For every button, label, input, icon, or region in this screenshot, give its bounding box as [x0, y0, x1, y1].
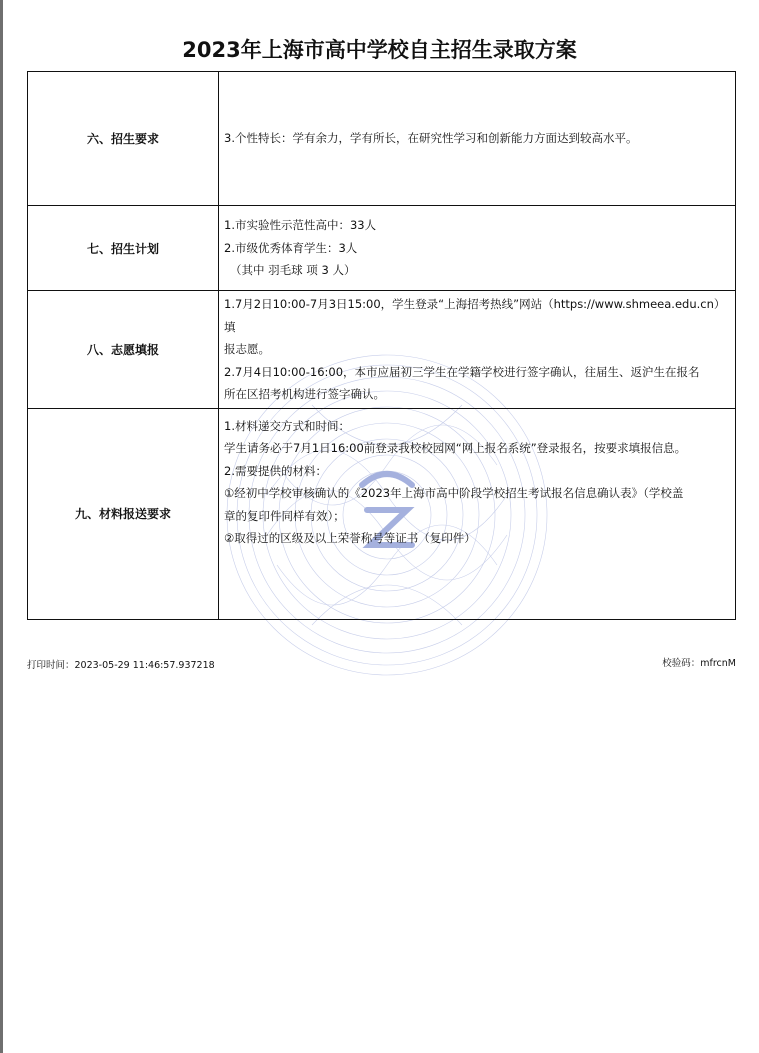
- content-line: 3.个性特长：学有余力，学有所长，在研究性学习和创新能力方面达到较高水平。: [224, 131, 638, 146]
- table-row: [28, 291, 736, 409]
- table-row: [28, 72, 736, 206]
- content-line: 2.7月4日10:00-16:00，本市应届初三学生在学籍学校进行签字确认，往届生、返沪生在报名: [224, 364, 700, 379]
- admission-plan-table: [27, 71, 736, 620]
- content-line: 1.市实验性示范性高中：33人: [224, 218, 377, 233]
- check-code: 校验码：mfrcnM: [662, 658, 736, 669]
- content-line: 报志愿。: [224, 342, 270, 356]
- content-line: （其中 羽毛球 项 3 人）: [230, 263, 356, 278]
- row-label: 六、招生要求: [28, 72, 219, 206]
- content-line: 所在区招考机构进行签字确认。: [224, 387, 385, 401]
- row-content: [219, 206, 736, 291]
- row-content: [219, 291, 736, 409]
- content-line: 1.材料递交方式和时间：: [224, 418, 350, 433]
- page-left-edge: [0, 0, 3, 1053]
- row-content: [219, 72, 736, 206]
- content-line: ①经初中学校审核确认的《2023年上海市高中阶段学校招生考试报名信息确认表》（学校盖: [224, 486, 684, 500]
- content-line: 学生请务必于7月1日16:00前登录我校校园网“网上报名系统”登录报名，按要求填报信息。: [224, 441, 687, 455]
- content-line: 章的复印件同样有效）；: [224, 508, 345, 523]
- content-line: ②取得过的区级及以上荣誉称号等证书（复印件）: [224, 531, 476, 545]
- content-line: 1.7月2日10:00-7月3日15:00，学生登录“上海招考热线”网站（https://www.shmeea.edu.cn）填: [224, 297, 726, 334]
- document-title: 2023年上海市高中学校自主招生录取方案: [182, 38, 577, 62]
- row-content: [219, 408, 736, 619]
- row-label: 七、招生计划: [28, 206, 219, 291]
- print-time: 打印时间：2023-05-29 11:46:57.937218: [27, 660, 215, 671]
- content-line: 2.市级优秀体育学生：3人: [224, 240, 358, 255]
- table-row: [28, 408, 736, 619]
- row-label: 八、志愿填报: [28, 291, 219, 409]
- table-row: [28, 206, 736, 291]
- content-line: 2.需要提供的材料：: [224, 463, 327, 478]
- row-label: 九、材料报送要求: [28, 408, 219, 619]
